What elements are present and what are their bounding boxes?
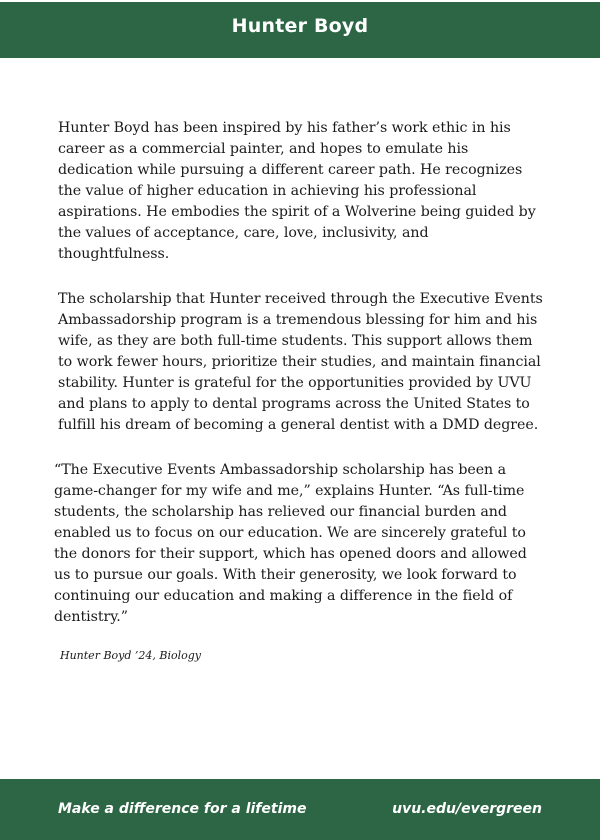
footer-tagline: Make a difference for a lifetime <box>58 800 307 817</box>
quote-paragraph: “The Executive Events Ambassadorship scholarship has been a game-changer for my wife and me,” explains Hunter. “As full-time students, the scholarship has relieved our financial burden and enabled us to focus on our education. We are sincerely grateful to the donors for their support, which has opened doors and allowed us to pursue our goals. With their generosity, we look forward to continuing our education and making a difference in the field of dentistry.” <box>54 462 527 625</box>
header-bar <box>0 0 600 58</box>
quote-attribution: Hunter Boyd ’24, Biology <box>60 649 202 662</box>
footer-bar <box>0 779 600 840</box>
footer-url[interactable]: uvu.edu/evergreen <box>392 800 542 817</box>
body-paragraph-2: The scholarship that Hunter received through the Executive Events Ambassadorship program is a tremendous blessing for him and his wife, as they are both full-time students. This support allows them to work fewer hours, prioritize their studies, and maintain financial stability. Hunter is grateful for the opportunities provided by UVU and plans to apply to dental programs across the United States to fulfill his dream of becoming a general dentist with a DMD degree. <box>58 291 543 433</box>
main-content <box>54 118 544 664</box>
page-title: Hunter Boyd <box>231 15 369 37</box>
body-paragraph-1: Hunter Boyd has been inspired by his father’s work ethic in his career as a commercial painter, and hopes to emulate his dedication while pursuing a different career path. He recognizes the value of higher education in achieving his professional aspirations. He embodies the spirit of a Wolverine being guided by the values of acceptance, care, love, inclusivity, and thoughtfulness. <box>58 120 536 262</box>
